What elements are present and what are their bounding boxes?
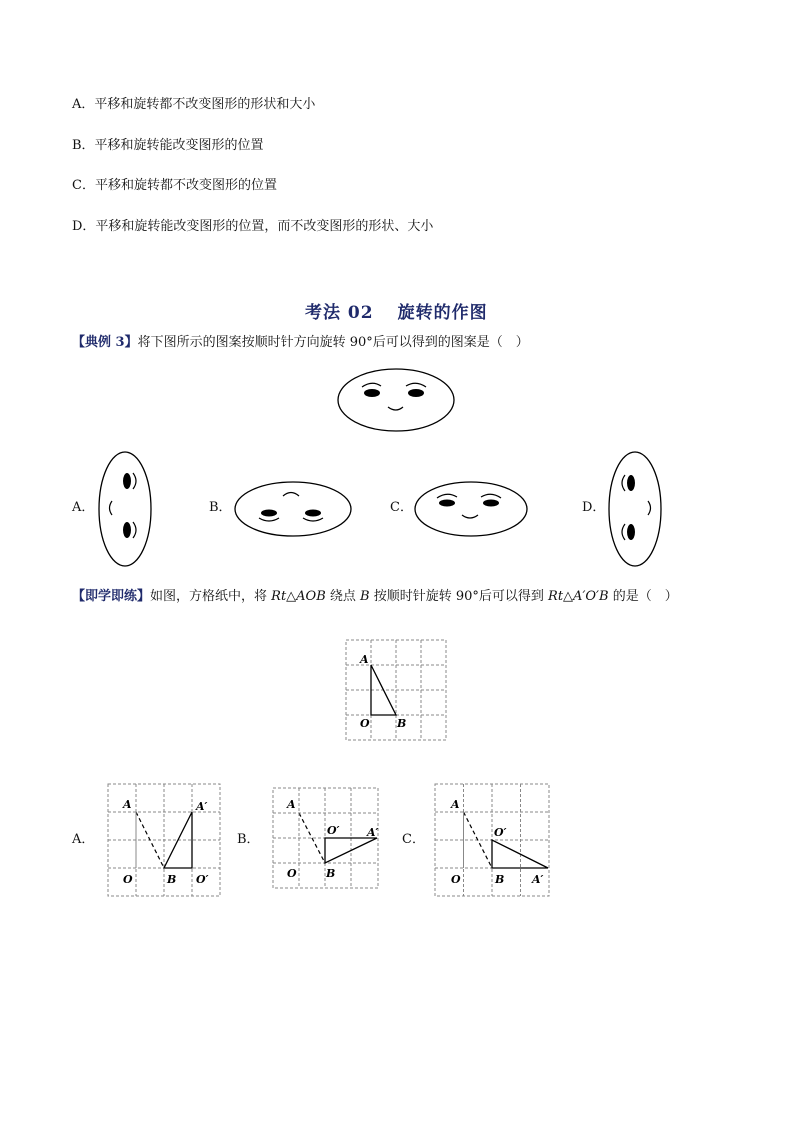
practice-choice-b-label: B．	[237, 832, 260, 847]
label-a-prime: A′	[532, 873, 544, 886]
section-title: 旋转的作图	[397, 303, 488, 323]
label-a: A	[123, 798, 132, 811]
practice-triangle-2: Rt△A′O′B	[548, 589, 609, 604]
practice-text-post: 的是（ ）	[608, 589, 678, 604]
label-a: A	[360, 653, 369, 666]
example3-question	[72, 334, 529, 352]
example3-choice-b-label: B．	[209, 500, 232, 515]
label-b: B	[495, 873, 505, 886]
face-choice-c	[411, 478, 531, 540]
grid-choice-b	[270, 786, 382, 892]
example3-tag: 【典例 3】	[72, 335, 138, 350]
option-c-top: C．平移和旋转都不改变图形的位置	[72, 178, 277, 193]
label-a: A	[451, 798, 460, 811]
label-o-prime: O′	[327, 824, 340, 837]
label-b: B	[326, 867, 336, 880]
option-b-top: B．平移和旋转能改变图形的位置	[72, 138, 264, 153]
practice-text-mid1: 绕点	[325, 589, 361, 604]
practice-text-pre: 如图，方格纸中，将	[150, 589, 272, 604]
practice-text-mid2: 按顺时针旋转 90°后可以得到	[369, 589, 549, 604]
face-choice-a	[96, 449, 154, 569]
practice-choice-a-label: A．	[72, 832, 95, 847]
grid-choice-a	[105, 782, 223, 900]
label-b: B	[167, 873, 177, 886]
practice-question	[72, 588, 678, 606]
practice-triangle-1: Rt△AOB	[271, 589, 326, 604]
grid-original	[340, 636, 452, 746]
example3-choice-c-label: C．	[390, 500, 413, 515]
label-o: O	[287, 867, 297, 880]
option-d-top: D．平移和旋转能改变图形的位置，而不改变图形的形状、大小	[72, 219, 434, 234]
practice-point-b: B	[360, 589, 370, 604]
example3-choice-a-label: A．	[72, 500, 95, 515]
label-a-prime: A′	[367, 826, 379, 839]
section-heading	[305, 298, 488, 323]
section-label: 考法 02	[305, 303, 374, 323]
label-o: O	[451, 873, 461, 886]
face-choice-d	[606, 449, 664, 569]
label-a: A	[287, 798, 296, 811]
practice-tag: 【即学即练】	[72, 589, 151, 604]
label-o: O	[360, 717, 370, 730]
label-o: O	[123, 873, 133, 886]
face-choice-b	[231, 478, 355, 540]
label-a-prime: A′	[196, 800, 208, 813]
example3-choice-d-label: D．	[582, 500, 606, 515]
label-o-prime: O′	[196, 873, 209, 886]
option-a-top: A．平移和旋转都不改变图形的形状和大小	[72, 97, 316, 112]
face-original	[334, 365, 458, 435]
grid-choice-c	[432, 782, 552, 900]
label-o-prime: O′	[494, 826, 507, 839]
practice-choice-c-label: C．	[402, 832, 425, 847]
label-b: B	[397, 717, 407, 730]
example3-text: 将下图所示的图案按顺时针方向旋转 90°后可以得到的图案是（ ）	[137, 335, 529, 350]
